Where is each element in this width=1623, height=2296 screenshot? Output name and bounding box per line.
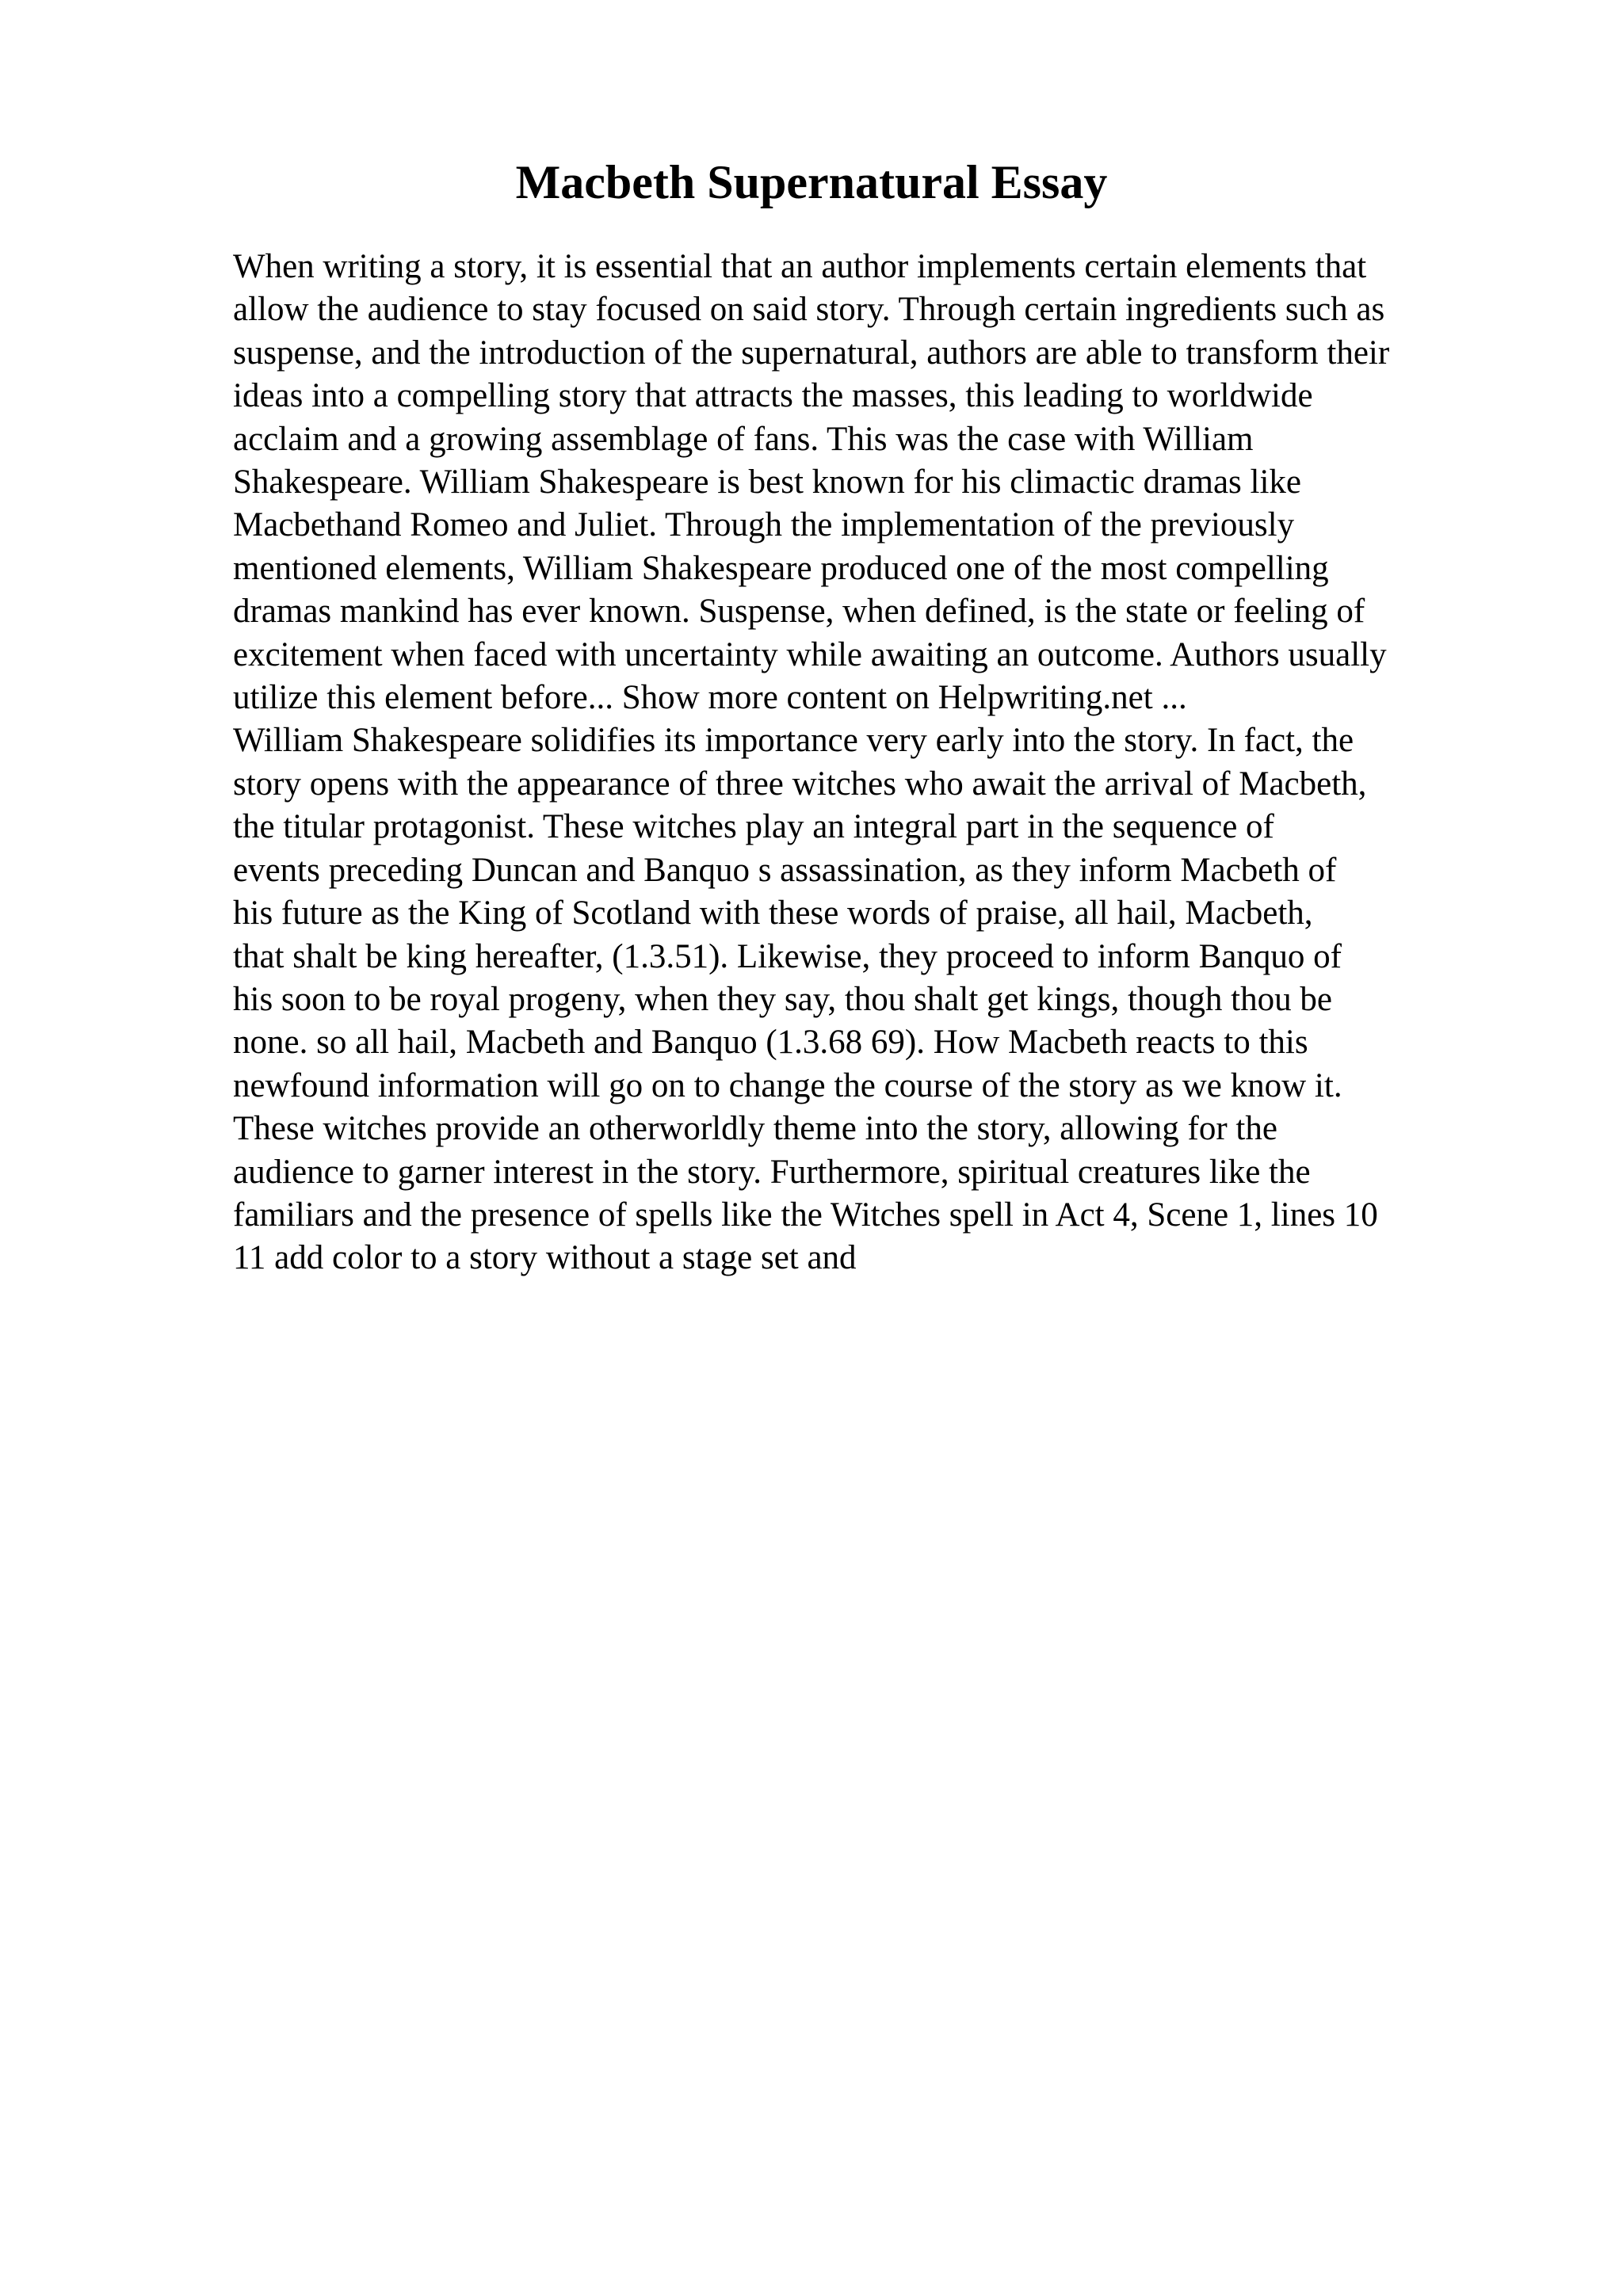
text-line: When writing a story, it is essential that an author implements certain elements that xyxy=(233,248,1367,285)
text-line: William Shakespeare solidifies its importance very early into the story. In fact, the xyxy=(233,722,1354,760)
text-line: story opens with the appearance of three witches who await the arrival of Macbeth, xyxy=(233,765,1367,803)
essay-body xyxy=(233,246,1533,1280)
text-line: Macbethand Romeo and Juliet. Through the implementation of the previously xyxy=(233,506,1295,544)
text-line: the titular protagonist. These witches play an integral part in the sequence of xyxy=(233,808,1274,846)
text-line: 11 add color to a story without a stage set and xyxy=(233,1239,857,1277)
text-line: mentioned elements, William Shakespeare produced one of the most compelling xyxy=(233,549,1329,587)
text-line: familiars and the presence of spells like the Witches spell in Act 4, Scene 1, lines 10 xyxy=(233,1196,1378,1234)
text-line: These witches provide an otherworldly theme into the story, allowing for the xyxy=(233,1110,1277,1148)
text-line: newfound information will go on to change the course of the story as we know it. xyxy=(233,1066,1342,1104)
text-line: dramas mankind has ever known. Suspense, when defined, is the state or feeling of xyxy=(233,593,1365,631)
text-line: his future as the King of Scotland with these words of praise, all hail, Macbeth, xyxy=(233,894,1313,933)
document-title: Macbeth Supernatural Essay xyxy=(515,156,1108,208)
text-line: events preceding Duncan and Banquo s assassination, as they inform Macbeth of xyxy=(233,851,1337,889)
text-line: ideas into a compelling story that attracts the masses, this leading to worldwide xyxy=(233,377,1313,415)
text-line: utilize this element before... Show more content on Helpwriting.net ... xyxy=(233,679,1187,717)
text-line: allow the audience to stay focused on said story. Through certain ingredients such as xyxy=(233,291,1385,329)
text-line: excitement when faced with uncertainty while awaiting an outcome. Authors usually xyxy=(233,635,1387,673)
text-line: suspense, and the introduction of the supernatural, authors are able to transform their xyxy=(233,334,1390,372)
text-line: his soon to be royal progeny, when they say, thou shalt get kings, though thou be xyxy=(233,980,1332,1018)
text-line: none. so all hail, Macbeth and Banquo (1.3.68 69). How Macbeth reacts to this xyxy=(233,1024,1308,1062)
text-line: Shakespeare. William Shakespeare is best known for his climactic dramas like xyxy=(233,463,1301,502)
text-line: audience to garner interest in the story. Furthermore, spiritual creatures like the xyxy=(233,1153,1311,1191)
text-line: acclaim and a growing assemblage of fans. This was the case with William xyxy=(233,420,1254,458)
text-line: that shalt be king hereafter, (1.3.51). Likewise, they proceed to inform Banquo of xyxy=(233,937,1342,975)
